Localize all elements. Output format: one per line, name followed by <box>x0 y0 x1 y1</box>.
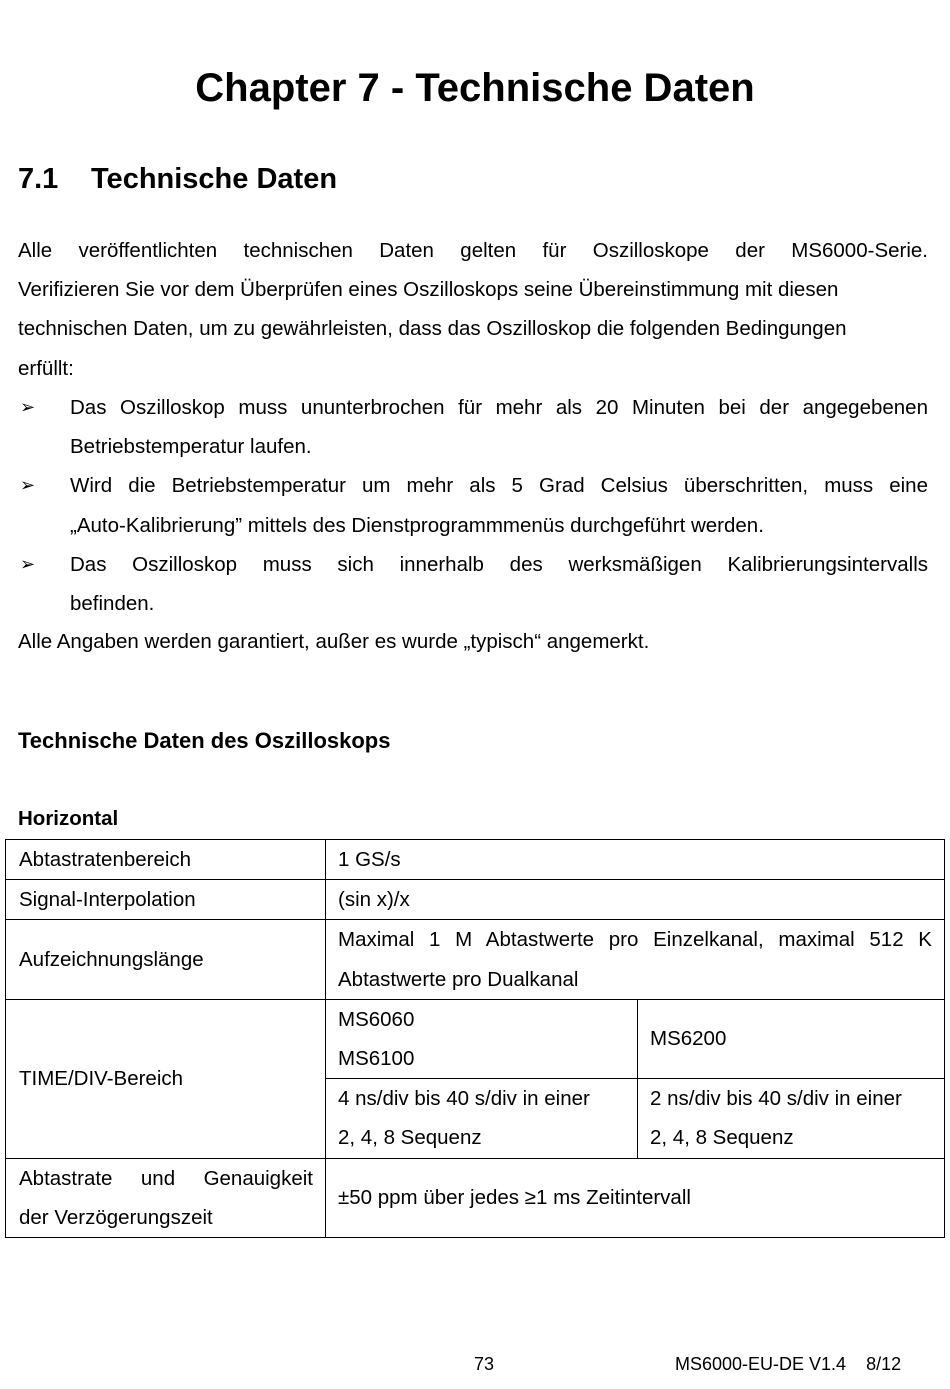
conditions-list <box>18 388 928 623</box>
row-label: TIME/DIV-Bereich <box>6 999 326 1158</box>
range-line: 2, 4, 8 Sequenz <box>650 1126 794 1150</box>
table-title: Horizontal <box>18 807 119 830</box>
row-value: ±50 ppm über jedes ≥1 ms Zeitintervall <box>326 1158 945 1237</box>
section-title: Technische Daten <box>91 163 338 195</box>
list-item-line: Das Oszilloskop muss ununterbrochen für mehr als 20 Minuten bei der angegebenen <box>70 396 928 419</box>
row-value-line: Maximal 1 M Abtastwerte pro Einzelkanal, maximal 512 K <box>338 928 932 952</box>
list-item <box>18 388 928 466</box>
range-line: 2, 4, 8 Sequenz <box>338 1126 482 1150</box>
arrow-bullet-icon: ➢ <box>20 553 36 574</box>
row-label-line: der Verzögerungszeit <box>19 1205 213 1229</box>
row-label-line: Abtastrate und Genauigkeit <box>19 1166 313 1190</box>
list-item-line: befinden. <box>70 592 155 616</box>
row-label: Aufzeichnungslänge <box>6 920 326 999</box>
intro-paragraph <box>18 231 928 388</box>
table-row <box>6 840 945 880</box>
table-row <box>6 1158 945 1237</box>
model-name: MS6100 <box>338 1047 415 1071</box>
list-item-line: Betriebstemperatur laufen. <box>70 435 312 459</box>
list-item-line: Wird die Betriebstemperatur um mehr als 5 Grad Celsius überschritten, muss eine <box>70 474 928 498</box>
row-label: Abtastratenbereich <box>6 840 326 880</box>
section-number: 7.1 <box>18 163 59 195</box>
row-value: (sin x)/x <box>326 880 945 920</box>
document-id: MS6000-EU-DE V1.4 8/12 <box>675 1354 902 1374</box>
row-value-line: Abtastwerte pro Dualkanal <box>338 967 579 991</box>
row-label <box>6 1158 326 1237</box>
range-cell <box>638 1079 945 1158</box>
model-cell <box>326 999 638 1078</box>
intro-line: Alle veröffentlichten technischen Daten gelten für Oszilloskope der MS6000-Serie. <box>18 239 928 262</box>
section-heading <box>18 160 337 198</box>
intro-line: technischen Daten, um zu gewährleisten, dass das Oszilloskop die folgenden Bedingungen <box>18 317 847 341</box>
arrow-bullet-icon: ➢ <box>20 475 36 496</box>
intro-line: Verifizieren Sie vor dem Überprüfen eines Oszilloskops seine Übereinstimmung mit diesen <box>18 278 839 302</box>
page-number: 73 <box>474 1354 495 1374</box>
model-cell: MS6200 <box>638 999 945 1078</box>
model-name: MS6060 <box>338 1007 415 1031</box>
list-item <box>18 466 928 544</box>
chapter-title: Chapter 7 - Technische Daten <box>195 66 755 110</box>
list-item <box>18 545 928 623</box>
range-line: 4 ns/div bis 40 s/div in einer <box>338 1087 590 1111</box>
arrow-bullet-icon: ➢ <box>20 397 36 417</box>
specs-subheading: Technische Daten des Oszilloskops <box>18 728 391 753</box>
table-row <box>6 880 945 920</box>
range-line: 2 ns/div bis 40 s/div in einer <box>650 1087 902 1111</box>
intro-line: erfüllt: <box>18 356 74 380</box>
closing-paragraph: Alle Angaben werden garantiert, außer es wurde „typisch“ angemerkt. <box>18 630 650 653</box>
row-label: Signal-Interpolation <box>6 880 326 920</box>
row-value: 1 GS/s <box>326 840 945 880</box>
table-row <box>6 999 945 1078</box>
row-value <box>326 920 945 999</box>
list-item-line: „Auto-Kalibrierung” mittels des Dienstprogrammmenüs durchgeführt werden. <box>70 513 764 537</box>
list-item-line: Das Oszilloskop muss sich innerhalb des werksmäßigen Kalibrierungsintervalls <box>70 552 928 576</box>
horizontal-specs-table <box>5 839 945 1238</box>
table-row <box>6 920 945 999</box>
range-cell <box>326 1079 638 1158</box>
